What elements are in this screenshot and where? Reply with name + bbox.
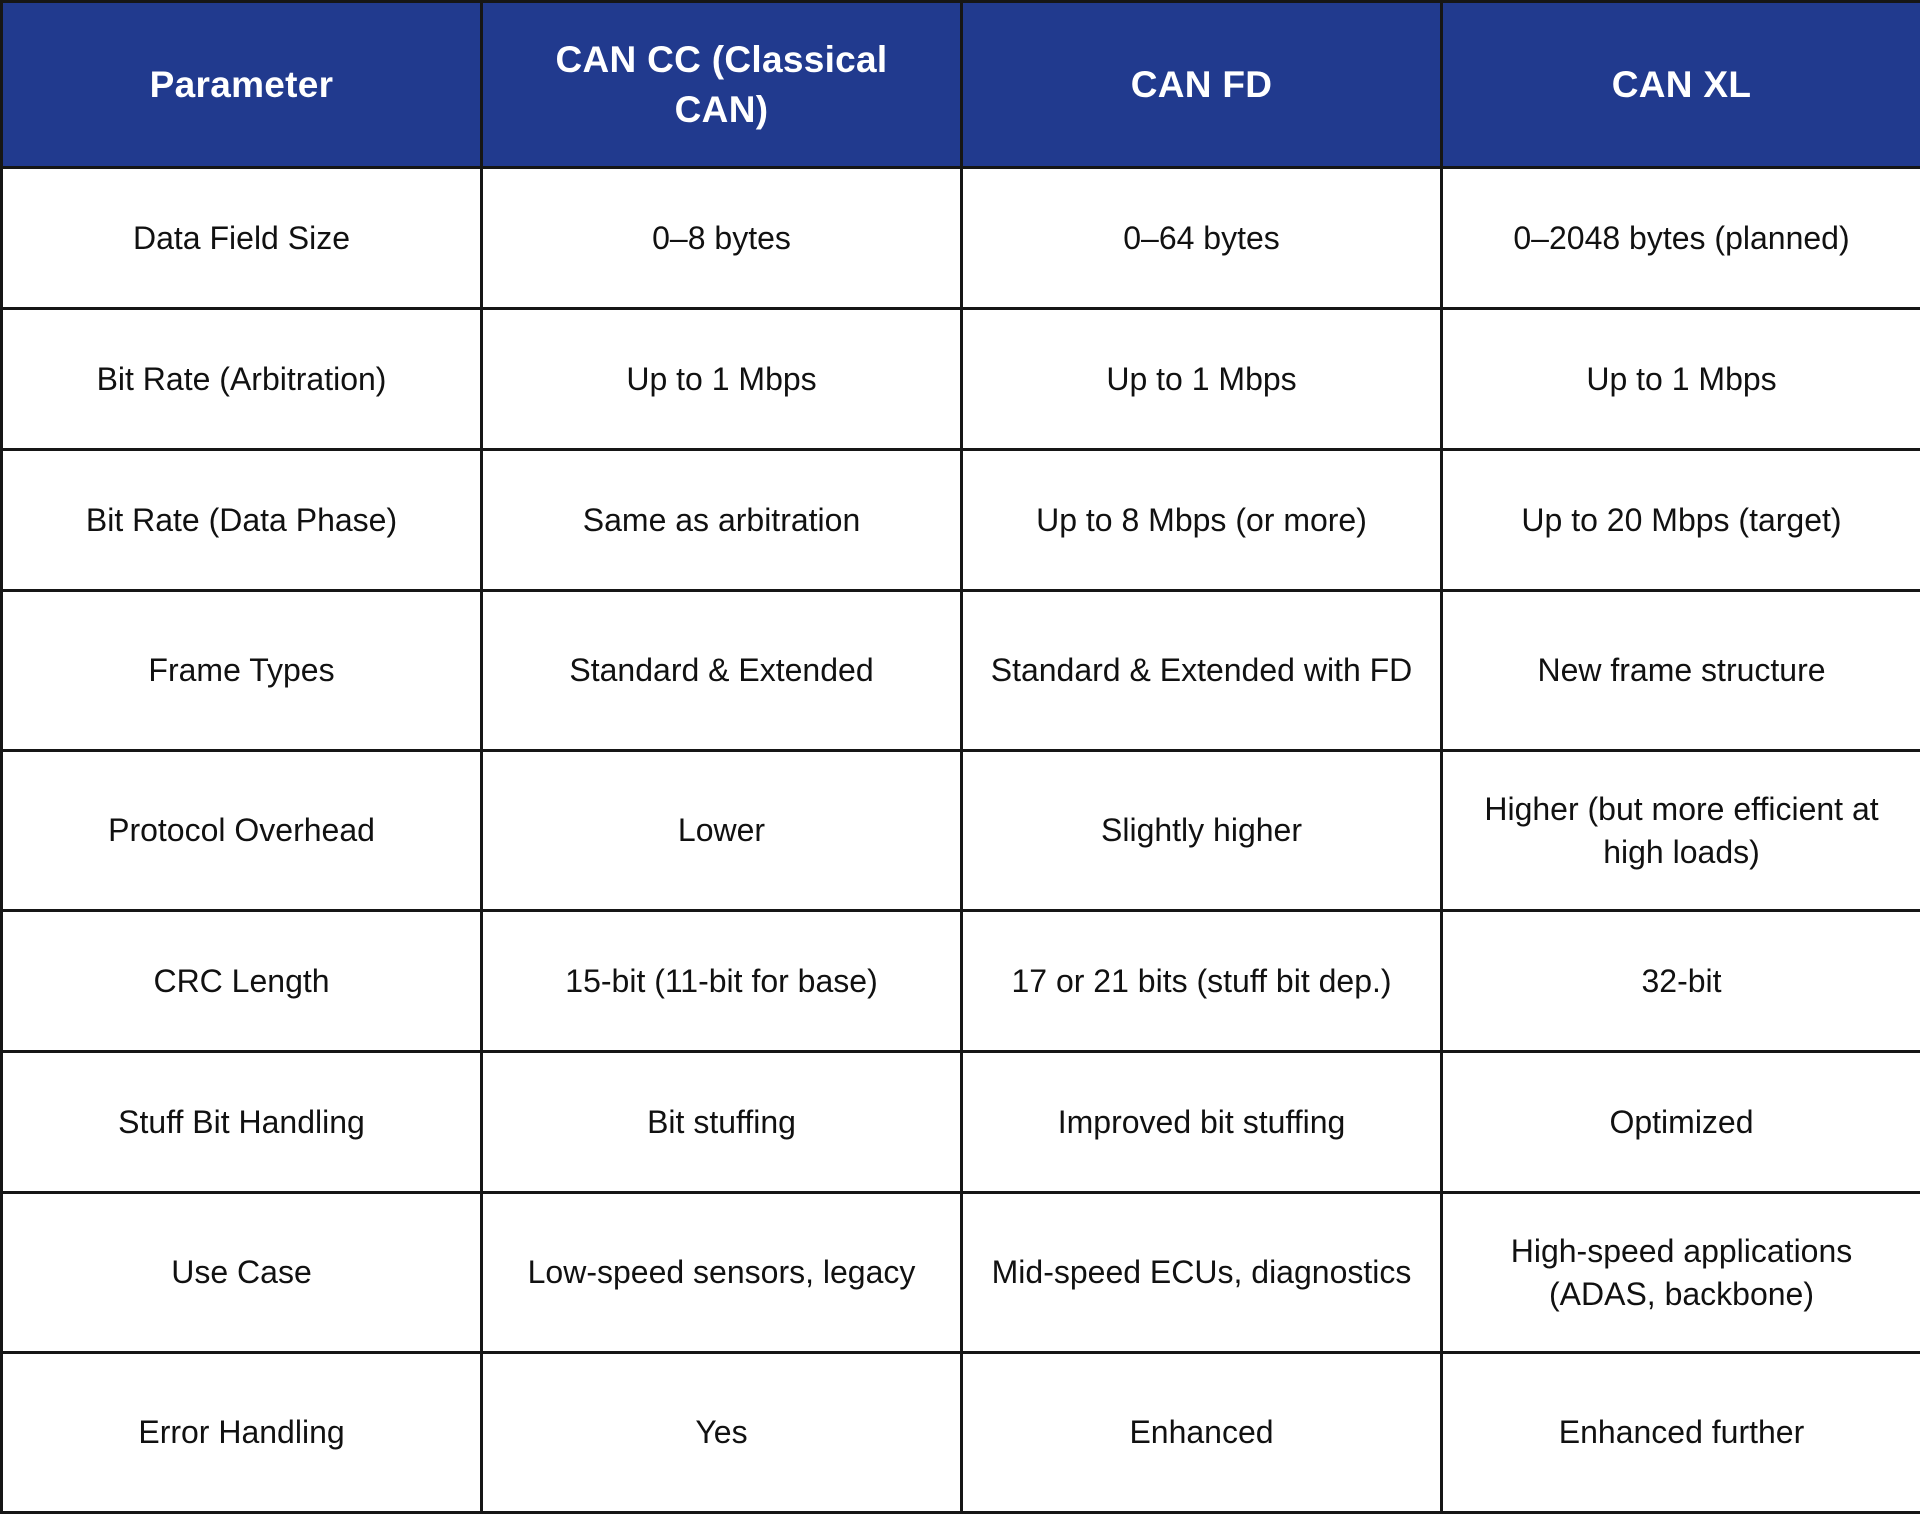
can-cc-cell: Bit stuffing xyxy=(482,1052,962,1193)
table-row xyxy=(2,450,1920,591)
header-row xyxy=(2,2,1920,168)
can-xl-cell: High-speed applications (ADAS, backbone) xyxy=(1442,1193,1920,1353)
header-parameter: Parameter xyxy=(2,2,482,168)
header-can-fd: CAN FD xyxy=(962,2,1442,168)
can-fd-cell: Standard & Extended with FD xyxy=(962,591,1442,751)
parameter-cell: Bit Rate (Arbitration) xyxy=(2,309,482,450)
can-xl-cell: 32-bit xyxy=(1442,911,1920,1052)
can-cc-cell: Lower xyxy=(482,751,962,911)
can-cc-cell: Up to 1 Mbps xyxy=(482,309,962,450)
can-fd-cell: 17 or 21 bits (stuff bit dep.) xyxy=(962,911,1442,1052)
can-cc-cell: 15-bit (11-bit for base) xyxy=(482,911,962,1052)
table-row xyxy=(2,751,1920,911)
table-row xyxy=(2,309,1920,450)
can-fd-cell: Slightly higher xyxy=(962,751,1442,911)
can-cc-cell: Standard & Extended xyxy=(482,591,962,751)
can-fd-cell: Enhanced xyxy=(962,1353,1442,1513)
can-fd-cell: Improved bit stuffing xyxy=(962,1052,1442,1193)
can-cc-cell: Low-speed sensors, legacy xyxy=(482,1193,962,1353)
can-xl-cell: Up to 1 Mbps xyxy=(1442,309,1920,450)
can-fd-cell: 0–64 bytes xyxy=(962,168,1442,309)
can-xl-cell: Enhanced further xyxy=(1442,1353,1920,1513)
parameter-cell: Protocol Overhead xyxy=(2,751,482,911)
can-xl-cell: Higher (but more efficient at high loads) xyxy=(1442,751,1920,911)
table-row xyxy=(2,1052,1920,1193)
parameter-cell: Frame Types xyxy=(2,591,482,751)
can-fd-cell: Up to 8 Mbps (or more) xyxy=(962,450,1442,591)
parameter-cell: CRC Length xyxy=(2,911,482,1052)
table-row xyxy=(2,1193,1920,1353)
table-body xyxy=(2,168,1920,1513)
can-xl-cell: New frame structure xyxy=(1442,591,1920,751)
parameter-cell: Error Handling xyxy=(2,1353,482,1513)
header-can-xl: CAN XL xyxy=(1442,2,1920,168)
table-header xyxy=(2,2,1920,168)
table-row xyxy=(2,1353,1920,1513)
can-cc-cell: Yes xyxy=(482,1353,962,1513)
parameter-cell: Bit Rate (Data Phase) xyxy=(2,450,482,591)
can-fd-cell: Up to 1 Mbps xyxy=(962,309,1442,450)
can-xl-cell: Up to 20 Mbps (target) xyxy=(1442,450,1920,591)
can-xl-cell: Optimized xyxy=(1442,1052,1920,1193)
can-xl-cell: 0–2048 bytes (planned) xyxy=(1442,168,1920,309)
parameter-cell: Use Case xyxy=(2,1193,482,1353)
can-fd-cell: Mid-speed ECUs, diagnostics xyxy=(962,1193,1442,1353)
can-cc-cell: 0–8 bytes xyxy=(482,168,962,309)
parameter-cell: Stuff Bit Handling xyxy=(2,1052,482,1193)
table-row xyxy=(2,911,1920,1052)
header-can-cc: CAN CC (Classical CAN) xyxy=(482,2,962,168)
can-cc-cell: Same as arbitration xyxy=(482,450,962,591)
table-row xyxy=(2,591,1920,751)
parameter-cell: Data Field Size xyxy=(2,168,482,309)
table-row xyxy=(2,168,1920,309)
